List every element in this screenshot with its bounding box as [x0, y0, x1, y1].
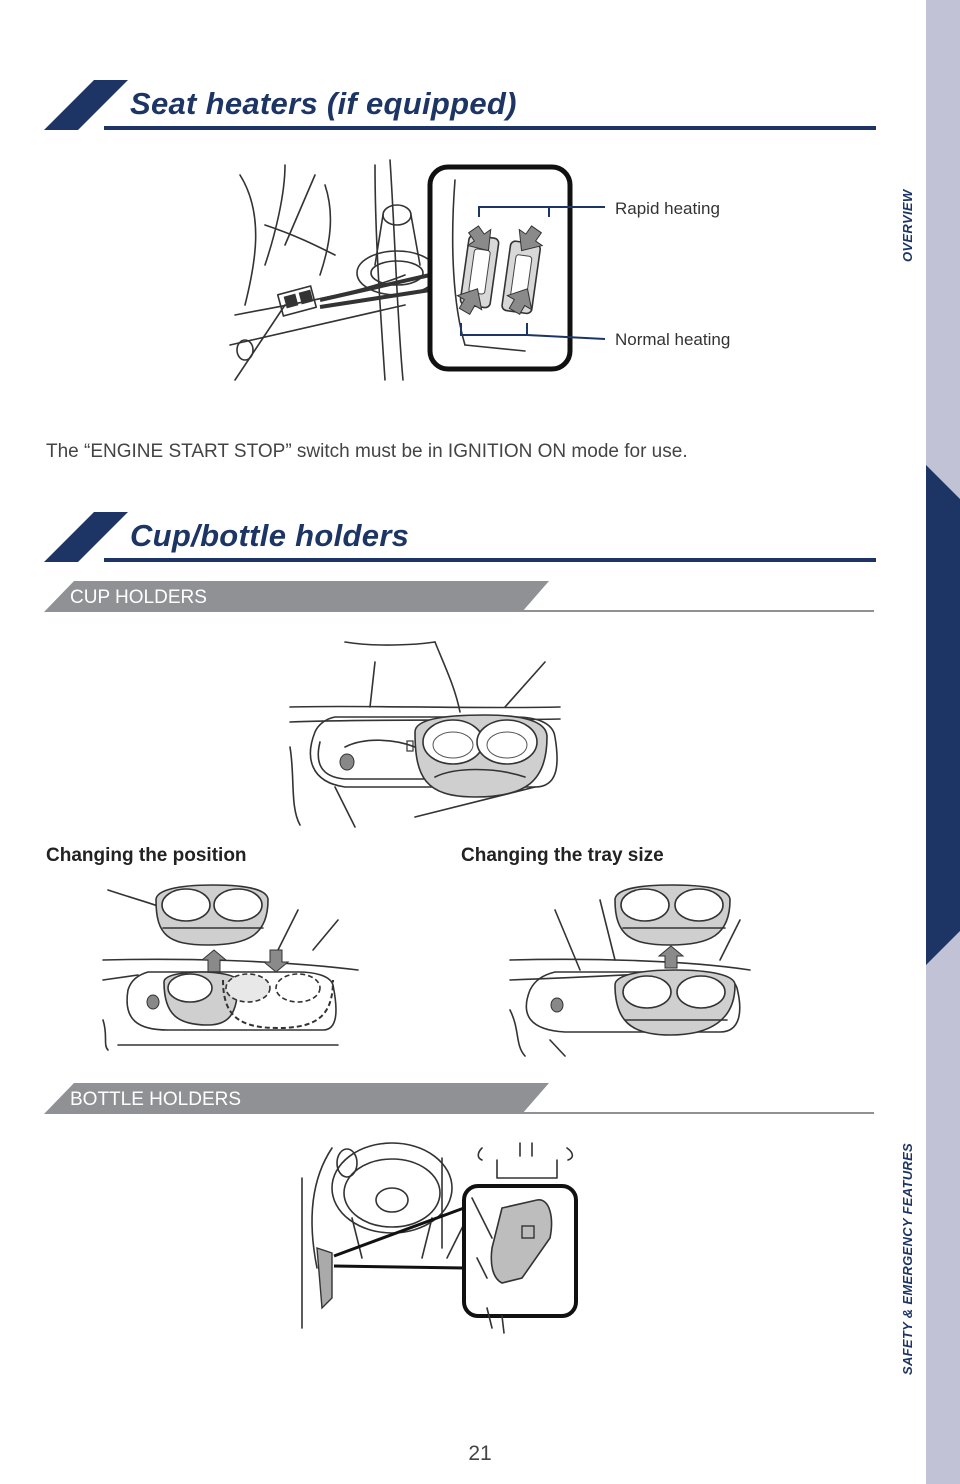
changing-position-illustration [98, 880, 360, 1052]
sidebar-tab-safety-emergency[interactable]: SAFETY & EMERGENCY FEATURES [900, 1142, 915, 1375]
subheader-label: BOTTLE HOLDERS [70, 1089, 242, 1110]
header-rule [104, 558, 876, 562]
subheader-rule [522, 1112, 874, 1114]
subheader-cup-holders [44, 581, 874, 615]
page-number: 21 [468, 1442, 492, 1465]
header-rule [104, 126, 876, 130]
section-header-cup-bottle [44, 512, 876, 562]
changing-tray-size-illustration [505, 880, 755, 1058]
ignition-note: The “ENGINE START STOP” switch must be in IGNITION ON mode for use. [46, 441, 688, 462]
section-title: Seat heaters (if equipped) [130, 86, 517, 121]
subheader-bottle-holders [44, 1083, 874, 1117]
section-title: Cup/bottle holders [130, 518, 410, 553]
callout-rapid-heating: Rapid heating [615, 199, 720, 218]
header-slant-accent [44, 80, 128, 130]
seat-heater-switch-illustration [225, 155, 745, 385]
callout-normal-heating: Normal heating [615, 330, 731, 349]
bottle-holder-illustration [292, 1138, 582, 1338]
cup-holder-illustration [285, 637, 575, 829]
subheader-rule [522, 610, 874, 612]
section-header-seat-heaters [44, 80, 876, 130]
sidebar-active-tab-bg [926, 465, 960, 965]
subheader-label: CUP HOLDERS [70, 587, 207, 608]
sidebar-tab-features-operations[interactable]: FEATURES & OPERATIONS [900, 653, 915, 830]
caption-changing-tray-size: Changing the tray size [461, 845, 664, 866]
sidebar-tab-overview[interactable]: OVERVIEW [900, 189, 915, 262]
caption-changing-position: Changing the position [46, 845, 247, 866]
header-slant-accent [44, 512, 128, 562]
